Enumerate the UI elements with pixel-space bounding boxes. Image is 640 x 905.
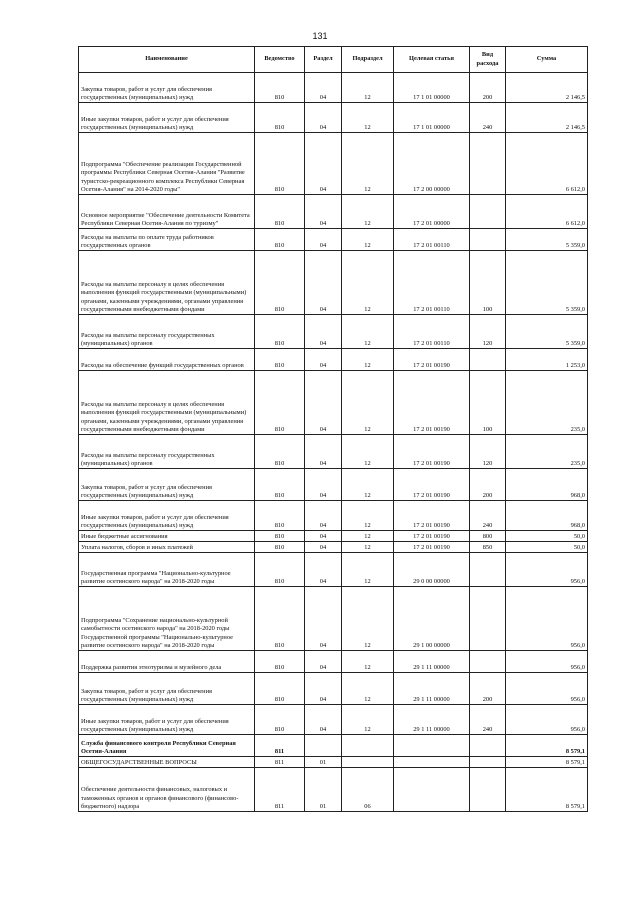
- cell-target: 17 1 01 00000: [394, 103, 470, 133]
- cell-vid: [470, 133, 506, 195]
- cell-sum: 956,0: [506, 553, 588, 587]
- cell-razdel: 04: [305, 587, 342, 651]
- cell-vid: 200: [470, 469, 506, 501]
- cell-podrazdel: 12: [342, 501, 394, 531]
- cell-vedomstvo: 810: [255, 553, 305, 587]
- cell-podrazdel: 12: [342, 195, 394, 229]
- cell-name: Расходы на выплаты персоналу в целях обеспечения выполнения функций государственными (муниципальными) органами, казенными учреждениями, органами управления государственными внебюджетными фондами: [79, 371, 255, 435]
- cell-vedomstvo: 810: [255, 531, 305, 542]
- cell-target: 17 2 01 00000: [394, 195, 470, 229]
- cell-vedomstvo: 810: [255, 651, 305, 673]
- table-row: [79, 705, 588, 735]
- cell-name: Поддержка развития этнотуризма и музейного дела: [79, 651, 255, 673]
- cell-target: 17 2 00 00000: [394, 133, 470, 195]
- cell-sum: 6 612,0: [506, 195, 588, 229]
- cell-vid: [470, 735, 506, 757]
- cell-podrazdel: 12: [342, 542, 394, 553]
- cell-vid: 100: [470, 371, 506, 435]
- cell-name: Закупка товаров, работ и услуг для обеспечения государственных (муниципальных) нужд: [79, 469, 255, 501]
- cell-name: Расходы на выплаты по оплате труда работников государственных органов: [79, 229, 255, 251]
- cell-vid: 200: [470, 673, 506, 705]
- cell-sum: 235,0: [506, 435, 588, 469]
- header-name: Наименование: [79, 47, 255, 73]
- cell-razdel: 04: [305, 673, 342, 705]
- table-row: [79, 371, 588, 435]
- cell-sum: 5 359,0: [506, 229, 588, 251]
- cell-vedomstvo: 810: [255, 705, 305, 735]
- cell-sum: 50,0: [506, 531, 588, 542]
- cell-vid: 120: [470, 315, 506, 349]
- cell-sum: 8 579,1: [506, 735, 588, 757]
- table-row: [79, 251, 588, 315]
- cell-vedomstvo: 811: [255, 768, 305, 812]
- cell-target: [394, 768, 470, 812]
- cell-podrazdel: 12: [342, 435, 394, 469]
- table-row: [79, 501, 588, 531]
- cell-target: [394, 757, 470, 768]
- cell-target: 17 2 01 00190: [394, 371, 470, 435]
- cell-target: 29 0 00 00000: [394, 553, 470, 587]
- cell-podrazdel: 12: [342, 133, 394, 195]
- cell-razdel: 04: [305, 651, 342, 673]
- cell-vedomstvo: 810: [255, 542, 305, 553]
- cell-target: 29 1 00 00000: [394, 587, 470, 651]
- cell-sum: 2 146,5: [506, 73, 588, 103]
- cell-razdel: 04: [305, 103, 342, 133]
- cell-name: Закупка товаров, работ и услуг для обеспечения государственных (муниципальных) нужд: [79, 673, 255, 705]
- table-row: [79, 469, 588, 501]
- cell-vid: [470, 757, 506, 768]
- cell-name: Основное мероприятие "Обеспечение деятельности Комитета Республики Северная Осетия-Алания по туризму": [79, 195, 255, 229]
- cell-vedomstvo: 810: [255, 673, 305, 705]
- cell-name: Обеспечение деятельности финансовых, налоговых и таможенных органов и органов финансового (финансово-бюджетного) надзора: [79, 768, 255, 812]
- cell-sum: 2 146,5: [506, 103, 588, 133]
- cell-razdel: 01: [305, 768, 342, 812]
- cell-vid: 800: [470, 531, 506, 542]
- cell-sum: 968,0: [506, 501, 588, 531]
- cell-sum: 1 253,0: [506, 349, 588, 371]
- cell-sum: 5 359,0: [506, 251, 588, 315]
- cell-name: Расходы на выплаты персоналу в целях обеспечения выполнения функций государственными (муниципальными) органами, казенными учреждениями, органами управления государственными внебюджетными фондами: [79, 251, 255, 315]
- cell-razdel: 04: [305, 469, 342, 501]
- cell-target: 17 2 01 00110: [394, 315, 470, 349]
- cell-podrazdel: 06: [342, 768, 394, 812]
- header-vid: Вид расхода: [470, 47, 506, 73]
- cell-name: Расходы на выплаты персоналу государственных (муниципальных) органов: [79, 315, 255, 349]
- cell-vid: 240: [470, 103, 506, 133]
- cell-vid: [470, 553, 506, 587]
- table-row: [79, 673, 588, 705]
- cell-vid: 120: [470, 435, 506, 469]
- cell-razdel: 04: [305, 542, 342, 553]
- cell-podrazdel: 12: [342, 553, 394, 587]
- cell-vedomstvo: 810: [255, 315, 305, 349]
- cell-target: 17 2 01 00110: [394, 229, 470, 251]
- cell-podrazdel: 12: [342, 469, 394, 501]
- page-number: 131: [312, 31, 328, 41]
- table-row: [79, 757, 588, 768]
- table-body: [79, 73, 588, 812]
- cell-vid: 100: [470, 251, 506, 315]
- cell-vid: [470, 195, 506, 229]
- table-row: [79, 103, 588, 133]
- cell-podrazdel: 12: [342, 705, 394, 735]
- cell-podrazdel: [342, 757, 394, 768]
- cell-vedomstvo: 810: [255, 229, 305, 251]
- cell-razdel: 04: [305, 553, 342, 587]
- table-row: [79, 133, 588, 195]
- cell-vedomstvo: 810: [255, 371, 305, 435]
- table-row: [79, 195, 588, 229]
- table-row: [79, 349, 588, 371]
- table-row: [79, 651, 588, 673]
- cell-sum: 5 359,0: [506, 315, 588, 349]
- cell-name: Закупка товаров, работ и услуг для обеспечения государственных (муниципальных) нужд: [79, 73, 255, 103]
- cell-vedomstvo: 810: [255, 73, 305, 103]
- cell-podrazdel: 12: [342, 103, 394, 133]
- cell-vedomstvo: 810: [255, 587, 305, 651]
- cell-sum: 956,0: [506, 587, 588, 651]
- cell-vid: [470, 768, 506, 812]
- cell-podrazdel: [342, 735, 394, 757]
- cell-podrazdel: 12: [342, 531, 394, 542]
- cell-razdel: 04: [305, 133, 342, 195]
- table-row: [79, 73, 588, 103]
- cell-razdel: 04: [305, 229, 342, 251]
- table-row: [79, 229, 588, 251]
- cell-vedomstvo: 810: [255, 133, 305, 195]
- cell-razdel: 04: [305, 531, 342, 542]
- cell-sum: 968,0: [506, 469, 588, 501]
- cell-target: 17 2 01 00110: [394, 251, 470, 315]
- table-row: [79, 587, 588, 651]
- cell-vid: [470, 651, 506, 673]
- cell-target: 17 2 01 00190: [394, 531, 470, 542]
- cell-razdel: [305, 735, 342, 757]
- cell-vedomstvo: 810: [255, 103, 305, 133]
- cell-name: Расходы на выплаты персоналу государственных (муниципальных) органов: [79, 435, 255, 469]
- cell-name: Иные бюджетные ассигнования: [79, 531, 255, 542]
- cell-vedomstvo: 810: [255, 349, 305, 371]
- table-row: [79, 315, 588, 349]
- cell-vedomstvo: 811: [255, 735, 305, 757]
- cell-vid: 240: [470, 705, 506, 735]
- cell-name: Служба финансового контроля Республики Северная Осетия-Алания: [79, 735, 255, 757]
- cell-name: Расходы на обеспечение функций государственных органов: [79, 349, 255, 371]
- cell-vid: [470, 229, 506, 251]
- cell-vedomstvo: 810: [255, 435, 305, 469]
- cell-razdel: 04: [305, 349, 342, 371]
- cell-vid: 200: [470, 73, 506, 103]
- cell-sum: 956,0: [506, 651, 588, 673]
- cell-sum: 8 579,1: [506, 757, 588, 768]
- cell-razdel: 04: [305, 705, 342, 735]
- cell-razdel: 04: [305, 315, 342, 349]
- cell-razdel: 04: [305, 435, 342, 469]
- cell-target: 17 2 01 00190: [394, 435, 470, 469]
- header-razdel: Раздел: [305, 47, 342, 73]
- cell-name: Подпрограмма "Обеспечение реализации Государственной программы Республики Северная Осетия-Алания "Развитие туристско-рекреационного комплекса Республики Северная Осетия-Алания" на 2014-2020 годы": [79, 133, 255, 195]
- cell-target: 17 1 01 00000: [394, 73, 470, 103]
- cell-vid: 240: [470, 501, 506, 531]
- cell-sum: 235,0: [506, 371, 588, 435]
- cell-vid: [470, 349, 506, 371]
- cell-vedomstvo: 810: [255, 195, 305, 229]
- cell-target: 17 2 01 00190: [394, 542, 470, 553]
- cell-name: Иные закупки товаров, работ и услуг для обеспечения государственных (муниципальных) нужд: [79, 501, 255, 531]
- cell-sum: 8 579,1: [506, 768, 588, 812]
- cell-name: Иные закупки товаров, работ и услуг для обеспечения государственных (муниципальных) нужд: [79, 103, 255, 133]
- header-target: Целевая статья: [394, 47, 470, 73]
- cell-vedomstvo: 810: [255, 251, 305, 315]
- cell-target: 17 2 01 00190: [394, 501, 470, 531]
- cell-target: 17 2 01 00190: [394, 349, 470, 371]
- cell-razdel: 01: [305, 757, 342, 768]
- cell-vedomstvo: 811: [255, 757, 305, 768]
- cell-name: Подпрограмма "Сохранение национально-культурной самобытности осетинского народа" на 2018-2020 годы Государственной программы "Национально-культурное развитие осетинского народа" на 2018-2020 годы: [79, 587, 255, 651]
- cell-razdel: 04: [305, 195, 342, 229]
- cell-sum: 956,0: [506, 705, 588, 735]
- cell-podrazdel: 12: [342, 229, 394, 251]
- cell-vid: [470, 587, 506, 651]
- cell-podrazdel: 12: [342, 315, 394, 349]
- table-row: [79, 435, 588, 469]
- cell-podrazdel: 12: [342, 651, 394, 673]
- cell-target: 29 1 11 00000: [394, 651, 470, 673]
- cell-name: Уплата налогов, сборов и иных платежей: [79, 542, 255, 553]
- table-row: [79, 768, 588, 812]
- cell-name: Государственная программа "Национально-культурное развитие осетинского народа" на 2018-2020 годы: [79, 553, 255, 587]
- cell-podrazdel: 12: [342, 73, 394, 103]
- header-vedomstvo: Ведомство: [255, 47, 305, 73]
- cell-podrazdel: 12: [342, 349, 394, 371]
- cell-target: 17 2 01 00190: [394, 469, 470, 501]
- cell-sum: 6 612,0: [506, 133, 588, 195]
- cell-name: Иные закупки товаров, работ и услуг для обеспечения государственных (муниципальных) нужд: [79, 705, 255, 735]
- cell-podrazdel: 12: [342, 251, 394, 315]
- table-row: [79, 735, 588, 757]
- table-header-row: [79, 47, 588, 73]
- table-row: [79, 553, 588, 587]
- cell-vedomstvo: 810: [255, 469, 305, 501]
- table-row: [79, 531, 588, 542]
- cell-podrazdel: 12: [342, 673, 394, 705]
- cell-target: 29 1 11 00000: [394, 673, 470, 705]
- cell-sum: 956,0: [506, 673, 588, 705]
- cell-podrazdel: 12: [342, 587, 394, 651]
- cell-podrazdel: 12: [342, 371, 394, 435]
- cell-razdel: 04: [305, 251, 342, 315]
- cell-sum: 50,0: [506, 542, 588, 553]
- cell-target: 29 1 11 00000: [394, 705, 470, 735]
- cell-name: ОБЩЕГОСУДАРСТВЕННЫЕ ВОПРОСЫ: [79, 757, 255, 768]
- table-row: [79, 542, 588, 553]
- cell-razdel: 04: [305, 371, 342, 435]
- cell-vid: 850: [470, 542, 506, 553]
- cell-target: [394, 735, 470, 757]
- cell-razdel: 04: [305, 73, 342, 103]
- budget-table: [78, 46, 588, 812]
- header-sum: Сумма: [506, 47, 588, 73]
- header-podrazdel: Подраздел: [342, 47, 394, 73]
- cell-razdel: 04: [305, 501, 342, 531]
- cell-vedomstvo: 810: [255, 501, 305, 531]
